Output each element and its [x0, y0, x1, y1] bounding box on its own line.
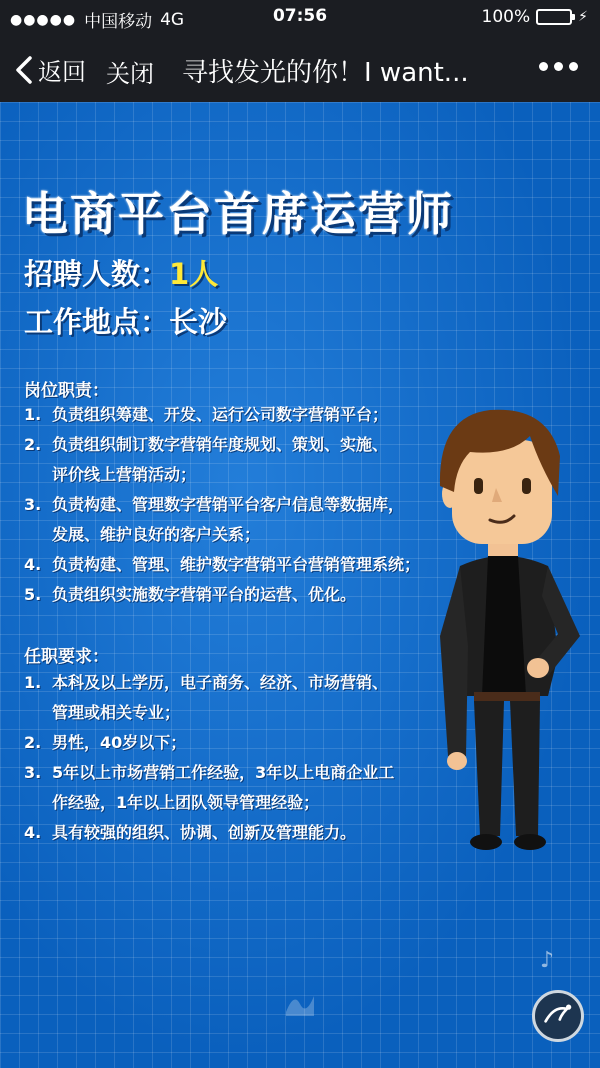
requirements-item — [24, 698, 444, 728]
work-location-value: 长沙 — [169, 305, 228, 339]
duties-title: 岗位职责： — [24, 381, 109, 401]
requirements-item-number — [24, 698, 52, 728]
duties-item — [24, 550, 444, 580]
requirements-item-text: 本科及以上学历，电子商务、经济、市场营销、 — [52, 673, 389, 692]
duties-item-text: 负责组织制订数字营销年度规划、策划、实施、 — [52, 435, 389, 454]
network-label: 4G — [160, 9, 185, 30]
duties-item-text: 负责构建、管理数字营销平台客户信息等数据库， — [52, 495, 405, 514]
duties-item-number: 2. — [24, 435, 42, 454]
close-button[interactable]: 关闭 — [106, 60, 154, 88]
back-label: 返回 — [38, 58, 86, 86]
battery-percent: 100% — [481, 7, 531, 27]
duties-item — [24, 430, 444, 460]
requirements-item-text: 5年以上市场营销工作经验，3年以上电商企业工 — [52, 763, 395, 782]
requirements-item — [24, 728, 444, 758]
duties-item-number — [24, 520, 52, 550]
duties-list — [24, 400, 444, 610]
duties-item-number: 1. — [24, 405, 42, 424]
duties-item-number: 5. — [24, 585, 42, 604]
status-time: 07:56 — [272, 6, 328, 26]
duties-item — [24, 580, 444, 610]
duties-item — [24, 490, 444, 520]
watermark-logo-icon — [280, 982, 320, 1022]
duties-item-number — [24, 460, 52, 490]
hiring-count-value: 1人 — [169, 257, 219, 291]
charging-icon: ⚡ — [578, 9, 588, 25]
duties-item-text: 负责组织实施数字营销平台的运营、优化。 — [52, 585, 357, 604]
duties-item — [24, 460, 444, 490]
requirements-item-text: 具有较强的组织、协调、创新及管理能力。 — [52, 823, 357, 842]
job-title: 电商平台首席运营师 — [22, 187, 454, 241]
requirements-item-text: 作经验，1年以上团队领导管理经验； — [52, 793, 320, 812]
more-dots-icon[interactable] — [539, 62, 578, 71]
requirements-item-text: 管理或相关专业； — [52, 703, 181, 722]
requirements-item-text: 男性，40岁以下； — [52, 733, 187, 752]
requirements-item-number: 3. — [24, 763, 42, 782]
requirements-item — [24, 788, 444, 818]
requirements-item-number: 2. — [24, 733, 42, 752]
duties-item-number: 3. — [24, 495, 42, 514]
music-toggle-button[interactable] — [532, 990, 584, 1042]
job-poster — [0, 102, 600, 1068]
hiring-count — [24, 252, 218, 293]
chevron-left-icon — [14, 55, 34, 85]
signal-strength-icon: ●●●●● — [10, 11, 77, 28]
back-button[interactable] — [14, 52, 86, 87]
duties-item — [24, 520, 444, 550]
duties-item-number: 4. — [24, 555, 42, 574]
page-title: 寻找发光的你！I want... — [182, 58, 469, 88]
requirements-item — [24, 758, 444, 788]
requirements-item — [24, 818, 444, 848]
status-bar — [0, 0, 600, 34]
cartoon-man-illustration — [430, 396, 590, 856]
requirements-list — [24, 668, 444, 848]
requirements-item-number: 4. — [24, 823, 42, 842]
status-right — [482, 7, 588, 27]
work-location — [24, 300, 227, 341]
requirements-item-number — [24, 788, 52, 818]
requirements-item — [24, 668, 444, 698]
duties-item-text: 评价线上营销活动； — [52, 465, 197, 484]
music-note-icon: ♪ — [540, 948, 555, 973]
requirements-item-number: 1. — [24, 673, 42, 692]
nav-bar — [0, 34, 600, 102]
carrier-label: 中国移动 — [84, 12, 153, 32]
duties-item-text: 负责组织筹建、开发、运行公司数字营销平台； — [52, 405, 389, 424]
duties-item-text: 负责构建、管理、维护数字营销平台营销管理系统； — [52, 555, 421, 574]
battery-icon — [536, 9, 572, 25]
duties-item-text: 发展、维护良好的客户关系； — [52, 525, 261, 544]
duties-item — [24, 400, 444, 430]
work-location-label: 工作地点： — [24, 305, 170, 339]
requirements-title: 任职要求： — [24, 647, 109, 667]
hiring-count-label: 招聘人数： — [24, 257, 170, 291]
